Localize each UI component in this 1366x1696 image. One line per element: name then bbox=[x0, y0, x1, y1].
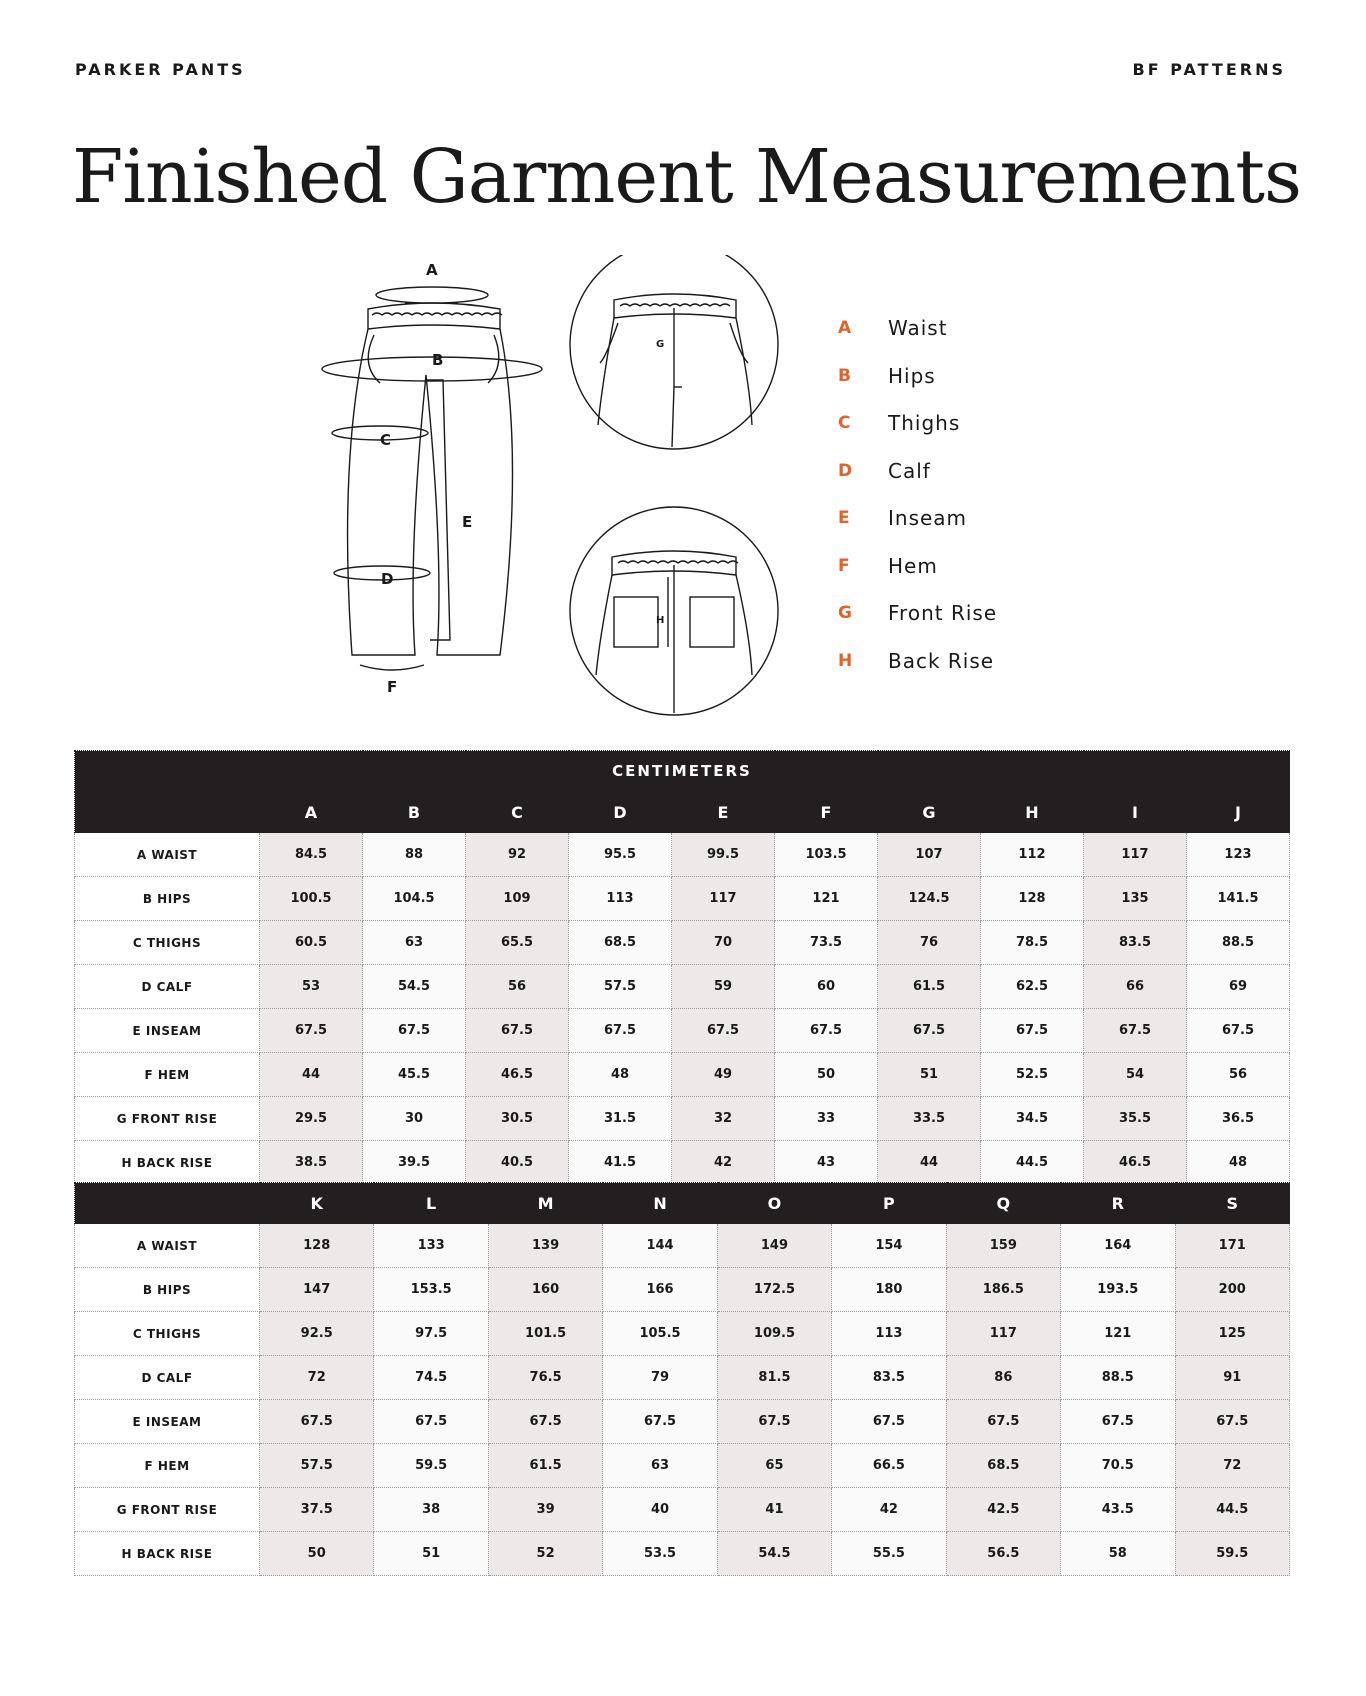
measurement-cell: 59.5 bbox=[374, 1444, 488, 1488]
measurement-cell: 95.5 bbox=[569, 833, 672, 877]
measurement-cell: 38 bbox=[374, 1488, 488, 1532]
measurement-cell: 100.5 bbox=[260, 877, 363, 921]
size-header: G bbox=[878, 792, 981, 833]
measurement-cell: 73.5 bbox=[775, 921, 878, 965]
measurement-cell: 50 bbox=[260, 1532, 374, 1576]
measurement-cell: 105.5 bbox=[603, 1312, 717, 1356]
measurement-cell: 68.5 bbox=[569, 921, 672, 965]
measurement-cell: 63 bbox=[603, 1444, 717, 1488]
measurement-cell: 63 bbox=[363, 921, 466, 965]
measurement-cell: 65 bbox=[717, 1444, 831, 1488]
measurement-cell: 76 bbox=[878, 921, 981, 965]
brand-name: PARKER PANTS bbox=[75, 60, 246, 79]
size-header: E bbox=[672, 792, 775, 833]
legend-label: Hips bbox=[888, 363, 936, 388]
measurement-cell: 117 bbox=[1084, 833, 1187, 877]
legend-label: Front Rise bbox=[888, 601, 998, 625]
measurement-cell: 67.5 bbox=[775, 1009, 878, 1053]
measurement-cell: 164 bbox=[1061, 1224, 1175, 1268]
measurement-cell: 78.5 bbox=[981, 921, 1084, 965]
measurement-cell: 113 bbox=[569, 877, 672, 921]
row-label: C THIGHS bbox=[75, 921, 260, 965]
measurement-cell: 33.5 bbox=[878, 1097, 981, 1141]
row-label: B HIPS bbox=[75, 1268, 260, 1312]
row-label: H BACK RISE bbox=[75, 1141, 260, 1185]
size-header: N bbox=[603, 1183, 717, 1224]
table-row bbox=[75, 1488, 1290, 1532]
measurement-cell: 117 bbox=[946, 1312, 1060, 1356]
size-table-part2 bbox=[74, 1182, 1290, 1576]
size-header: B bbox=[363, 792, 466, 833]
measurement-cell: 154 bbox=[832, 1224, 946, 1268]
measurement-cell: 34.5 bbox=[981, 1097, 1084, 1141]
size-header: J bbox=[1187, 792, 1290, 833]
table-row bbox=[75, 1141, 1290, 1185]
measurement-cell: 45.5 bbox=[363, 1053, 466, 1097]
row-label: C THIGHS bbox=[75, 1312, 260, 1356]
measurement-cell: 125 bbox=[1175, 1312, 1290, 1356]
measurement-cell: 180 bbox=[832, 1268, 946, 1312]
row-label: G FRONT RISE bbox=[75, 1488, 260, 1532]
size-header: S bbox=[1175, 1183, 1290, 1224]
measurement-cell: 37.5 bbox=[260, 1488, 374, 1532]
measurement-cell: 193.5 bbox=[1061, 1268, 1175, 1312]
measurement-cell: 88.5 bbox=[1187, 921, 1290, 965]
measurement-cell: 141.5 bbox=[1187, 877, 1290, 921]
measurement-legend bbox=[838, 318, 1138, 698]
row-label: F HEM bbox=[75, 1444, 260, 1488]
measurement-cell: 88.5 bbox=[1061, 1356, 1175, 1400]
measurement-cell: 57.5 bbox=[260, 1444, 374, 1488]
measurement-cell: 43 bbox=[775, 1141, 878, 1185]
measurement-cell: 67.5 bbox=[374, 1400, 488, 1444]
table-row bbox=[75, 1312, 1290, 1356]
measurement-cell: 133 bbox=[374, 1224, 488, 1268]
measurement-cell: 66 bbox=[1084, 965, 1187, 1009]
legend-letter: C bbox=[838, 413, 851, 433]
measurement-cell: 48 bbox=[1187, 1141, 1290, 1185]
measurement-cell: 67.5 bbox=[488, 1400, 602, 1444]
measurement-cell: 44 bbox=[260, 1053, 363, 1097]
measurement-cell: 99.5 bbox=[672, 833, 775, 877]
measurement-cell: 33 bbox=[775, 1097, 878, 1141]
table-row bbox=[75, 1009, 1290, 1053]
measurement-cell: 60.5 bbox=[260, 921, 363, 965]
measurement-cell: 101.5 bbox=[488, 1312, 602, 1356]
legend-item bbox=[838, 553, 1138, 604]
diagram-label-d: D bbox=[381, 570, 394, 588]
measurement-cell: 39 bbox=[488, 1488, 602, 1532]
measurement-cell: 50 bbox=[775, 1053, 878, 1097]
legend-item bbox=[838, 603, 1138, 651]
measurement-cell: 40.5 bbox=[466, 1141, 569, 1185]
legend-letter: E bbox=[838, 508, 850, 528]
measurement-cell: 70 bbox=[672, 921, 775, 965]
legend-item bbox=[838, 508, 1138, 556]
measurement-cell: 109 bbox=[466, 877, 569, 921]
measurement-cell: 46.5 bbox=[466, 1053, 569, 1097]
diagram-label-f: F bbox=[387, 678, 398, 696]
measurement-cell: 172.5 bbox=[717, 1268, 831, 1312]
measurement-cell: 123 bbox=[1187, 833, 1290, 877]
measurement-cell: 67.5 bbox=[672, 1009, 775, 1053]
measurement-cell: 76.5 bbox=[488, 1356, 602, 1400]
measurement-cell: 72 bbox=[260, 1356, 374, 1400]
row-label: E INSEAM bbox=[75, 1400, 260, 1444]
size-header: K bbox=[260, 1183, 374, 1224]
legend-label: Inseam bbox=[888, 506, 968, 530]
header-corner bbox=[75, 1183, 260, 1224]
legend-letter: G bbox=[838, 603, 852, 623]
table-row bbox=[75, 921, 1290, 965]
measurement-cell: 54.5 bbox=[717, 1532, 831, 1576]
measurement-cell: 42 bbox=[832, 1488, 946, 1532]
measurement-cell: 159 bbox=[946, 1224, 1060, 1268]
measurement-cell: 62.5 bbox=[981, 965, 1084, 1009]
size-header: M bbox=[488, 1183, 602, 1224]
measurement-cell: 61.5 bbox=[488, 1444, 602, 1488]
measurement-cell: 84.5 bbox=[260, 833, 363, 877]
measurement-cell: 113 bbox=[832, 1312, 946, 1356]
legend-letter: A bbox=[838, 318, 852, 338]
measurement-cell: 67.5 bbox=[260, 1009, 363, 1053]
table-row bbox=[75, 877, 1290, 921]
size-header: F bbox=[775, 792, 878, 833]
measurement-cell: 41 bbox=[717, 1488, 831, 1532]
measurement-cell: 149 bbox=[717, 1224, 831, 1268]
table-row bbox=[75, 1224, 1290, 1268]
measurement-cell: 121 bbox=[775, 877, 878, 921]
measurement-cell: 186.5 bbox=[946, 1268, 1060, 1312]
legend-item bbox=[838, 318, 1138, 366]
measurement-cell: 135 bbox=[1084, 877, 1187, 921]
legend-letter: B bbox=[838, 365, 851, 386]
pants-diagram bbox=[300, 255, 800, 725]
measurement-cell: 139 bbox=[488, 1224, 602, 1268]
measurement-cell: 67.5 bbox=[363, 1009, 466, 1053]
size-header: R bbox=[1061, 1183, 1175, 1224]
diagram-label-h: H bbox=[656, 615, 665, 626]
measurement-cell: 70.5 bbox=[1061, 1444, 1175, 1488]
measurement-cell: 48 bbox=[569, 1053, 672, 1097]
size-header: L bbox=[374, 1183, 488, 1224]
table-row bbox=[75, 965, 1290, 1009]
measurement-cell: 41.5 bbox=[569, 1141, 672, 1185]
measurement-cell: 38.5 bbox=[260, 1141, 363, 1185]
measurement-cell: 65.5 bbox=[466, 921, 569, 965]
measurement-cell: 160 bbox=[488, 1268, 602, 1312]
size-header-row bbox=[75, 792, 1290, 833]
size-header: Q bbox=[946, 1183, 1060, 1224]
measurement-cell: 67.5 bbox=[1061, 1400, 1175, 1444]
measurement-cell: 67.5 bbox=[981, 1009, 1084, 1053]
measurement-cell: 83.5 bbox=[1084, 921, 1187, 965]
measurement-cell: 46.5 bbox=[1084, 1141, 1187, 1185]
measurement-cell: 42 bbox=[672, 1141, 775, 1185]
measurement-cell: 67.5 bbox=[946, 1400, 1060, 1444]
row-label: B HIPS bbox=[75, 877, 260, 921]
measurement-cell: 109.5 bbox=[717, 1312, 831, 1356]
size-header: I bbox=[1084, 792, 1187, 833]
measurement-cell: 58 bbox=[1061, 1532, 1175, 1576]
row-label: G FRONT RISE bbox=[75, 1097, 260, 1141]
measurement-cell: 66.5 bbox=[832, 1444, 946, 1488]
measurement-cell: 42.5 bbox=[946, 1488, 1060, 1532]
measurement-cell: 35.5 bbox=[1084, 1097, 1187, 1141]
units-caption: CENTIMETERS bbox=[75, 751, 1290, 792]
table-row bbox=[75, 833, 1290, 877]
measurement-cell: 44 bbox=[878, 1141, 981, 1185]
measurement-cell: 72 bbox=[1175, 1444, 1290, 1488]
measurement-cell: 86 bbox=[946, 1356, 1060, 1400]
measurement-cell: 166 bbox=[603, 1268, 717, 1312]
measurement-cell: 103.5 bbox=[775, 833, 878, 877]
row-label: F HEM bbox=[75, 1053, 260, 1097]
diagram-label-b: B bbox=[432, 351, 444, 369]
measurement-cell: 54.5 bbox=[363, 965, 466, 1009]
measurement-cell: 53.5 bbox=[603, 1532, 717, 1576]
measurement-cell: 79 bbox=[603, 1356, 717, 1400]
measurement-cell: 59.5 bbox=[1175, 1532, 1290, 1576]
measurement-cell: 67.5 bbox=[832, 1400, 946, 1444]
legend-label: Calf bbox=[888, 458, 931, 483]
size-header: D bbox=[569, 792, 672, 833]
measurement-cell: 40 bbox=[603, 1488, 717, 1532]
measurement-cell: 39.5 bbox=[363, 1141, 466, 1185]
header-corner bbox=[75, 792, 260, 833]
row-label: D CALF bbox=[75, 1356, 260, 1400]
legend-item bbox=[838, 648, 1138, 699]
measurement-cell: 67.5 bbox=[1084, 1009, 1187, 1053]
measurement-cell: 104.5 bbox=[363, 877, 466, 921]
row-label: A WAIST bbox=[75, 1224, 260, 1268]
measurement-cell: 56.5 bbox=[946, 1532, 1060, 1576]
legend-label: Back Rise bbox=[888, 648, 995, 673]
measurement-cell: 121 bbox=[1061, 1312, 1175, 1356]
measurement-cell: 67.5 bbox=[466, 1009, 569, 1053]
page-title: Finished Garment Measurements bbox=[72, 134, 1301, 220]
measurement-cell: 52 bbox=[488, 1532, 602, 1576]
measurement-cell: 67.5 bbox=[717, 1400, 831, 1444]
legend-item bbox=[838, 413, 1138, 461]
legend-letter: H bbox=[838, 650, 853, 671]
legend-item bbox=[838, 363, 1138, 414]
measurement-cell: 112 bbox=[981, 833, 1084, 877]
diagram-label-e: E bbox=[462, 513, 473, 531]
measurement-cell: 43.5 bbox=[1061, 1488, 1175, 1532]
measurement-cell: 117 bbox=[672, 877, 775, 921]
size-header: H bbox=[981, 792, 1084, 833]
measurement-cell: 200 bbox=[1175, 1268, 1290, 1312]
measurement-cell: 67.5 bbox=[1175, 1400, 1290, 1444]
table-row bbox=[75, 1053, 1290, 1097]
measurement-cell: 92 bbox=[466, 833, 569, 877]
measurement-cell: 36.5 bbox=[1187, 1097, 1290, 1141]
measurement-cell: 67.5 bbox=[1187, 1009, 1290, 1053]
row-label: H BACK RISE bbox=[75, 1532, 260, 1576]
legend-letter: D bbox=[838, 460, 853, 481]
measurement-cell: 56 bbox=[466, 965, 569, 1009]
diagram-label-a: A bbox=[426, 261, 438, 279]
legend-label: Waist bbox=[888, 316, 948, 340]
row-label: A WAIST bbox=[75, 833, 260, 877]
page-header bbox=[75, 60, 1286, 84]
measurement-cell: 49 bbox=[672, 1053, 775, 1097]
measurement-cell: 88 bbox=[363, 833, 466, 877]
company-name: BF PATTERNS bbox=[1132, 60, 1286, 79]
measurement-cell: 57.5 bbox=[569, 965, 672, 1009]
measurement-cell: 74.5 bbox=[374, 1356, 488, 1400]
legend-label: Thighs bbox=[888, 411, 961, 435]
size-table-part1 bbox=[74, 750, 1290, 1185]
legend-label: Hem bbox=[888, 553, 938, 578]
measurement-cell: 124.5 bbox=[878, 877, 981, 921]
table-row bbox=[75, 1268, 1290, 1312]
size-header: O bbox=[717, 1183, 831, 1224]
measurement-cell: 107 bbox=[878, 833, 981, 877]
table-row bbox=[75, 1532, 1290, 1576]
measurement-cell: 91 bbox=[1175, 1356, 1290, 1400]
measurement-cell: 30.5 bbox=[466, 1097, 569, 1141]
size-header-row bbox=[75, 1183, 1290, 1224]
measurement-cell: 81.5 bbox=[717, 1356, 831, 1400]
measurement-cell: 128 bbox=[981, 877, 1084, 921]
measurement-cell: 83.5 bbox=[832, 1356, 946, 1400]
measurement-cell: 51 bbox=[374, 1532, 488, 1576]
size-header: P bbox=[832, 1183, 946, 1224]
measurement-cell: 59 bbox=[672, 965, 775, 1009]
measurement-cell: 55.5 bbox=[832, 1532, 946, 1576]
measurement-cell: 92.5 bbox=[260, 1312, 374, 1356]
measurement-cell: 31.5 bbox=[569, 1097, 672, 1141]
measurement-cell: 44.5 bbox=[1175, 1488, 1290, 1532]
measurement-cell: 67.5 bbox=[603, 1400, 717, 1444]
size-header: C bbox=[466, 792, 569, 833]
measurement-cell: 97.5 bbox=[374, 1312, 488, 1356]
table-row bbox=[75, 1356, 1290, 1400]
table-row bbox=[75, 1400, 1290, 1444]
measurement-cell: 54 bbox=[1084, 1053, 1187, 1097]
measurement-cell: 147 bbox=[260, 1268, 374, 1312]
measurement-cell: 30 bbox=[363, 1097, 466, 1141]
measurement-cell: 29.5 bbox=[260, 1097, 363, 1141]
measurement-cell: 128 bbox=[260, 1224, 374, 1268]
row-label: D CALF bbox=[75, 965, 260, 1009]
measurement-cell: 56 bbox=[1187, 1053, 1290, 1097]
size-header: A bbox=[260, 792, 363, 833]
legend-letter: F bbox=[838, 555, 850, 576]
measurement-cell: 67.5 bbox=[569, 1009, 672, 1053]
measurement-cell: 53 bbox=[260, 965, 363, 1009]
measurement-cell: 144 bbox=[603, 1224, 717, 1268]
legend-item bbox=[838, 458, 1138, 509]
table-row bbox=[75, 1444, 1290, 1488]
measurement-cell: 67.5 bbox=[878, 1009, 981, 1053]
diagram-label-c: C bbox=[380, 431, 392, 449]
table-row bbox=[75, 1097, 1290, 1141]
diagram-label-g: G bbox=[656, 339, 665, 350]
measurement-cell: 69 bbox=[1187, 965, 1290, 1009]
row-label: E INSEAM bbox=[75, 1009, 260, 1053]
measurement-cell: 60 bbox=[775, 965, 878, 1009]
table-caption-row bbox=[75, 751, 1290, 792]
measurement-cell: 67.5 bbox=[260, 1400, 374, 1444]
measurement-cell: 171 bbox=[1175, 1224, 1290, 1268]
measurement-cell: 153.5 bbox=[374, 1268, 488, 1312]
measurement-cell: 51 bbox=[878, 1053, 981, 1097]
measurement-cell: 68.5 bbox=[946, 1444, 1060, 1488]
measurement-cell: 44.5 bbox=[981, 1141, 1084, 1185]
measurement-cell: 32 bbox=[672, 1097, 775, 1141]
measurement-cell: 52.5 bbox=[981, 1053, 1084, 1097]
measurement-cell: 61.5 bbox=[878, 965, 981, 1009]
